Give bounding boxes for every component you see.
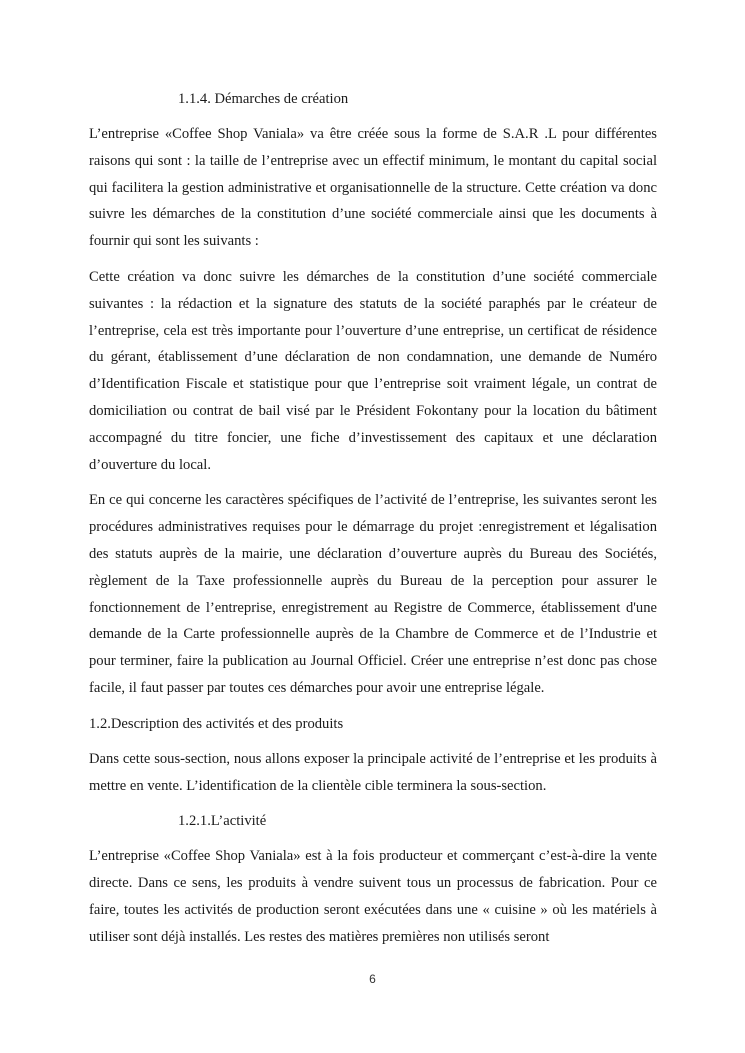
paragraph-legal-form: L’entreprise «Coffee Shop Vaniala» va être créée sous la forme de S.A.R .L pour différentes raisons qui sont : la taille de l’entreprise avec un effectif minimum, le montant du capital social qui facilitera la gestion administrative et organisationnelle de la structure. Cette création va donc suivre les démarches de la constitution d’une société commerciale ainsi que les documents à fournir qui sont les suivants :: [89, 126, 657, 250]
paragraph-administrative-procedures: En ce qui concerne les caractères spécifiques de l’activité de l’entreprise, les suivantes seront les procédures administratives requises pour le démarrage du projet :enregistrement et légalisation des statuts auprès de la mairie, une déclaration d’ouverture auprès du Bureau des Sociétés, règlement de la Taxe professionnelle auprès du Bureau de la perception pour assurer le fonctionnement de l’entreprise, enregistrement au Registre de Commerce, établissement d'une demande de la Carte professionnelle auprès de la Chambre de Commerce et de l’Industrie et pour terminer, faire la publication au Journal Officiel. Créer une entreprise n’est donc pas chose facile, il faut passer par toutes ces démarches pour avoir une entreprise légale.: [89, 492, 657, 696]
section-heading-1-2-1: 1.2.1.L’activité: [178, 813, 267, 830]
paragraph-activity: L’entreprise «Coffee Shop Vaniala» est à la fois producteur et commerçant c’est-à-dire la vente directe. Dans ce sens, les produits à vendre suivent tous un processus de fabrication. Pour ce faire, toutes les activités de production seront exécutées dans une « cuisine » où les matériels à utiliser sont déjà installés. Les restes des matières premières non utilisés seront: [89, 848, 657, 945]
page-number: 6: [369, 972, 376, 986]
document-page: [89, 86, 657, 951]
paragraph-constitution-steps: Cette création va donc suivre les démarches de la constitution d’une société commerciale suivantes : la rédaction et la signature des statuts de la société paraphés par le créateur de l’entreprise, cela est très importante pour l’ouverture d’une entreprise, un certificat de résidence du gérant, établissement d’une déclaration de non condamnation, une demande de Numéro d’Identification Fiscale et statistique pour que l’entreprise soit vraiment légale, un contrat de domiciliation ou contrat de bail visé par le Président Fokontany pour la location du bâtiment accompagné du titre foncier, une fiche d’investissement des capitaux et une déclaration d’ouverture du local.: [89, 268, 657, 473]
paragraph-subsection-intro: Dans cette sous-section, nous allons exposer la principale activité de l’entreprise et les produits à mettre en vente. L’identification de la clientèle cible terminera la sous-section.: [89, 750, 657, 794]
section-heading-1-2: 1.2.Description des activités et des produits: [89, 715, 344, 732]
section-heading-1-1-4: 1.1.4. Démarches de création: [178, 91, 349, 107]
